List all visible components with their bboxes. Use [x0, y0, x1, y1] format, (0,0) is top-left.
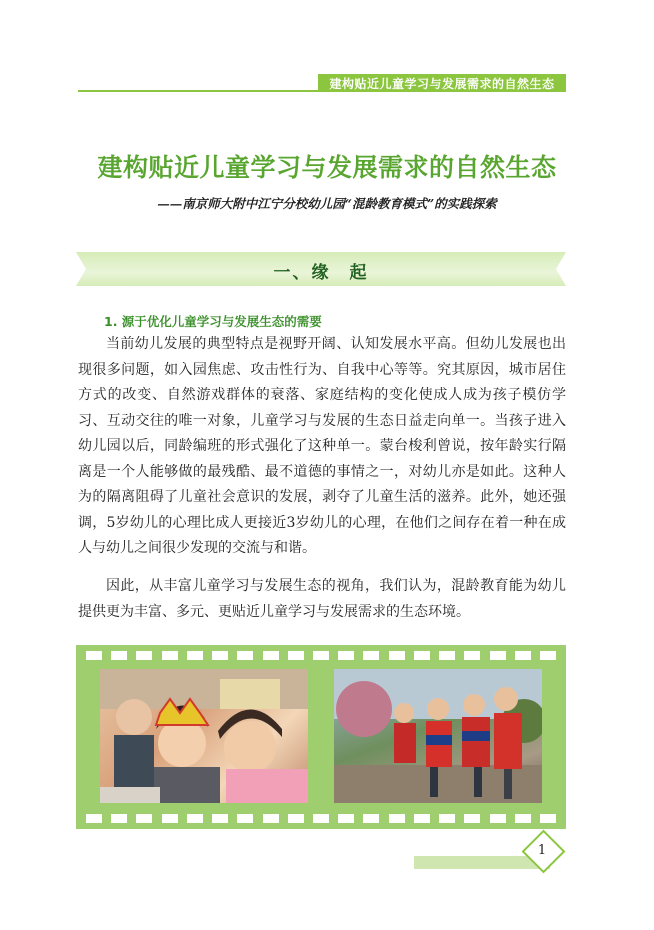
film-perforations-bottom — [86, 814, 556, 823]
film-strip-frame — [76, 645, 566, 829]
section-heading: 一、缘 起 — [273, 263, 369, 283]
article-title: 建构贴近儿童学习与发展需求的自然生态 — [97, 153, 557, 182]
section-band — [76, 252, 566, 286]
running-header: 建构贴近儿童学习与发展需求的自然生态 — [318, 74, 566, 92]
body-paragraph: 因此，从丰富儿童学习与发展生态的视角，我们认为，混龄教育能为幼儿提供更为丰富、多元、更贴近儿童学习与发展需求的生态环境。 — [78, 578, 566, 620]
film-perforations-top — [86, 651, 556, 660]
subsection-heading: 1. 源于优化儿童学习与发展生态的需要 — [104, 314, 322, 329]
photo-children-crafting-crown — [100, 669, 308, 803]
photo-children-outdoors — [334, 669, 542, 803]
article-subtitle: ——南京师大附中江宁分校幼儿园“混龄教育模式”的实践探索 — [157, 196, 497, 211]
page-number-badge — [522, 830, 562, 870]
body-paragraph: 当前幼儿发展的典型特点是视野开阔、认知发展水平高。但幼儿发展也出现很多问题，如入园焦虑、攻击性行为、自我中心等等。究其原因，城市居住方式的改变、自然游戏群体的衰落、家庭结构的变化使成人成为孩子模仿学习、互动交往的唯一对象，儿童学习与发展的生态日益走向单一。当孩子进入幼儿园以后，同龄编班的形式强化了这种单一。蒙台梭利曾说，按年龄实行隔离是一个人能够做的最残酷、最不道德的事情之一，对幼儿亦是如此。这种人为的隔离阻碍了儿童社会意识的发展，剥夺了儿童生活的滋养。此外，她还强调，5岁幼儿的心理比成人更接近3岁幼儿的心理，在他们之间存在着一种在成人与幼儿之间很少发现的交流与和谐。 — [78, 336, 566, 556]
page-number: 1 — [537, 842, 547, 858]
